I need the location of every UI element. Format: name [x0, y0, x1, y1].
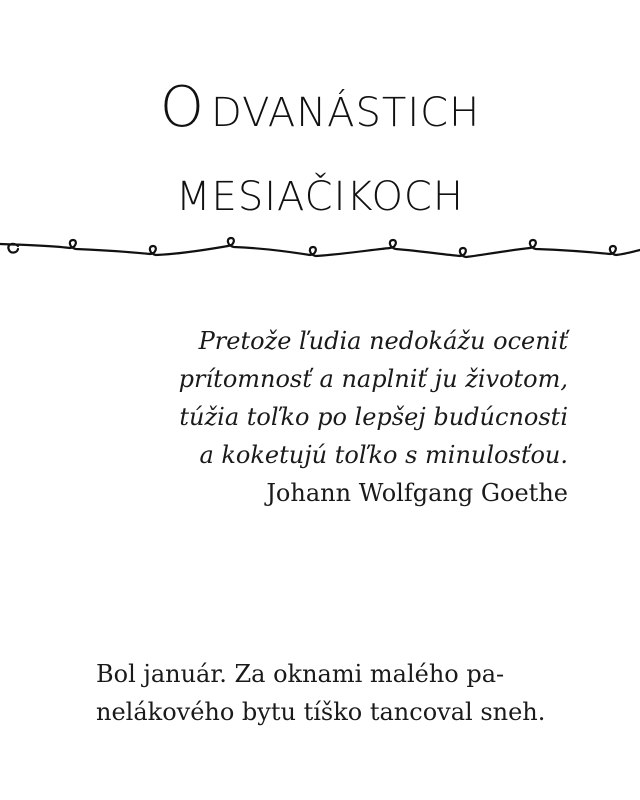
epigraph-line-3: túžia toľko po lepšej budúcnosti [179, 403, 568, 431]
epigraph-line-1: Pretože ľudia nedokážu oceniť [198, 327, 568, 355]
chapter-title [0, 70, 640, 235]
chapter-title-initial: O [159, 75, 205, 140]
chapter-title-word-1: DVANÁSTICH [210, 90, 481, 136]
squiggle-line [0, 238, 640, 257]
chapter-title-line-2: MESIAČIKOCH [176, 174, 464, 220]
squiggle-divider [0, 232, 640, 272]
chapter-title-line-1 [0, 70, 640, 159]
body-line-2: nelákového bytu tíško tancoval sneh. [96, 698, 546, 726]
epigraph-author: Johann Wolfgang Goethe [266, 479, 568, 507]
epigraph [48, 322, 568, 512]
body-paragraph [96, 655, 576, 731]
epigraph-line-2: prítomnosť a naplniť ju životom, [178, 365, 568, 393]
body-line-1: Bol január. Za oknami malého pa- [96, 660, 505, 688]
epigraph-line-4: a koketujú toľko s minulosťou. [199, 441, 568, 469]
